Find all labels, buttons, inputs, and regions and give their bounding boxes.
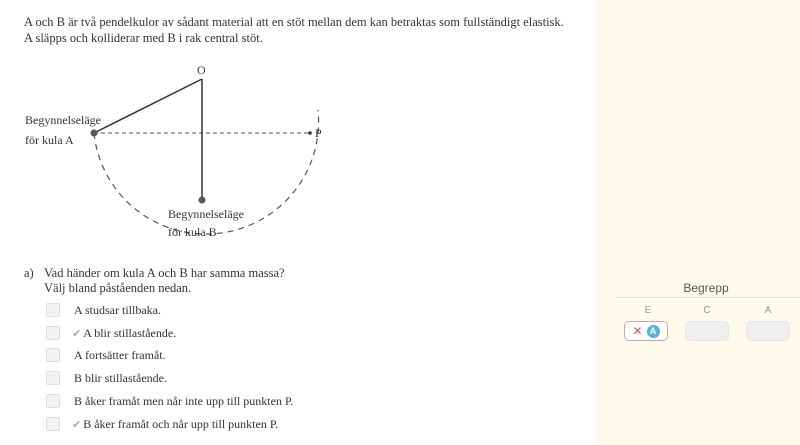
option-2[interactable] xyxy=(46,325,176,341)
option-checkbox[interactable] xyxy=(46,394,60,408)
check-icon: ✔ xyxy=(72,417,82,431)
begrepp-title: Begrepp xyxy=(683,281,729,295)
option-5[interactable] xyxy=(46,393,293,409)
label-a-line1: Begynnelseläge xyxy=(25,113,101,127)
question-text xyxy=(44,266,285,296)
label-a-line2: för kula A xyxy=(25,133,74,147)
column-c: C xyxy=(703,305,711,316)
grade-box-a[interactable] xyxy=(746,321,790,341)
option-label: A fortsätter framåt. xyxy=(74,347,166,362)
option-label: A blir stillastående. xyxy=(83,325,177,340)
begrepp-divider xyxy=(616,297,800,298)
option-label: A studsar tillbaka. xyxy=(74,302,161,317)
question-text-line2: Välj bland påståenden nedan. xyxy=(44,281,192,295)
label-p: P xyxy=(315,126,322,140)
option-1[interactable] xyxy=(46,302,161,318)
pendulum-string-a xyxy=(94,79,202,133)
option-label: B åker framåt men når inte upp till punkten P. xyxy=(74,393,294,408)
label-o: O xyxy=(197,63,206,77)
label-b-line2: för kula B xyxy=(168,225,217,239)
grade-box-c[interactable] xyxy=(685,321,729,341)
question-intro: A och B är två pendelkulor av sådant material att en stöt mellan dem kan betraktas som fullständigt elastisk. A släpps och kolliderar med B i rak central stöt. xyxy=(24,15,564,45)
begrepp-panel xyxy=(596,0,800,445)
ball-b xyxy=(199,197,206,204)
question-text-line1: Vad händer om kula A och B har samma massa? xyxy=(44,266,285,280)
option-4[interactable] xyxy=(46,370,167,386)
column-a: A xyxy=(764,305,772,316)
option-3[interactable] xyxy=(46,347,166,363)
option-label: B blir stillastående. xyxy=(74,370,167,385)
question-number: a) xyxy=(24,266,34,280)
wrong-icon: ✕ xyxy=(632,324,643,338)
option-checkbox[interactable] xyxy=(46,417,60,431)
option-checkbox[interactable] xyxy=(46,326,60,340)
check-icon: ✔ xyxy=(72,326,82,340)
point-p xyxy=(308,131,312,135)
pendulum-diagram xyxy=(0,55,400,250)
option-checkbox[interactable] xyxy=(46,371,60,385)
option-label: B åker framåt och når upp till punkten P. xyxy=(83,416,279,431)
ball-a xyxy=(91,130,98,137)
column-e: E xyxy=(644,305,652,316)
option-checkbox[interactable] xyxy=(46,303,60,317)
label-b-line1: Begynnelseläge xyxy=(168,207,244,221)
grade-box-e[interactable] xyxy=(624,321,668,341)
badge-a: A xyxy=(647,325,660,338)
option-checkbox[interactable] xyxy=(46,348,60,362)
option-6[interactable] xyxy=(46,416,278,432)
